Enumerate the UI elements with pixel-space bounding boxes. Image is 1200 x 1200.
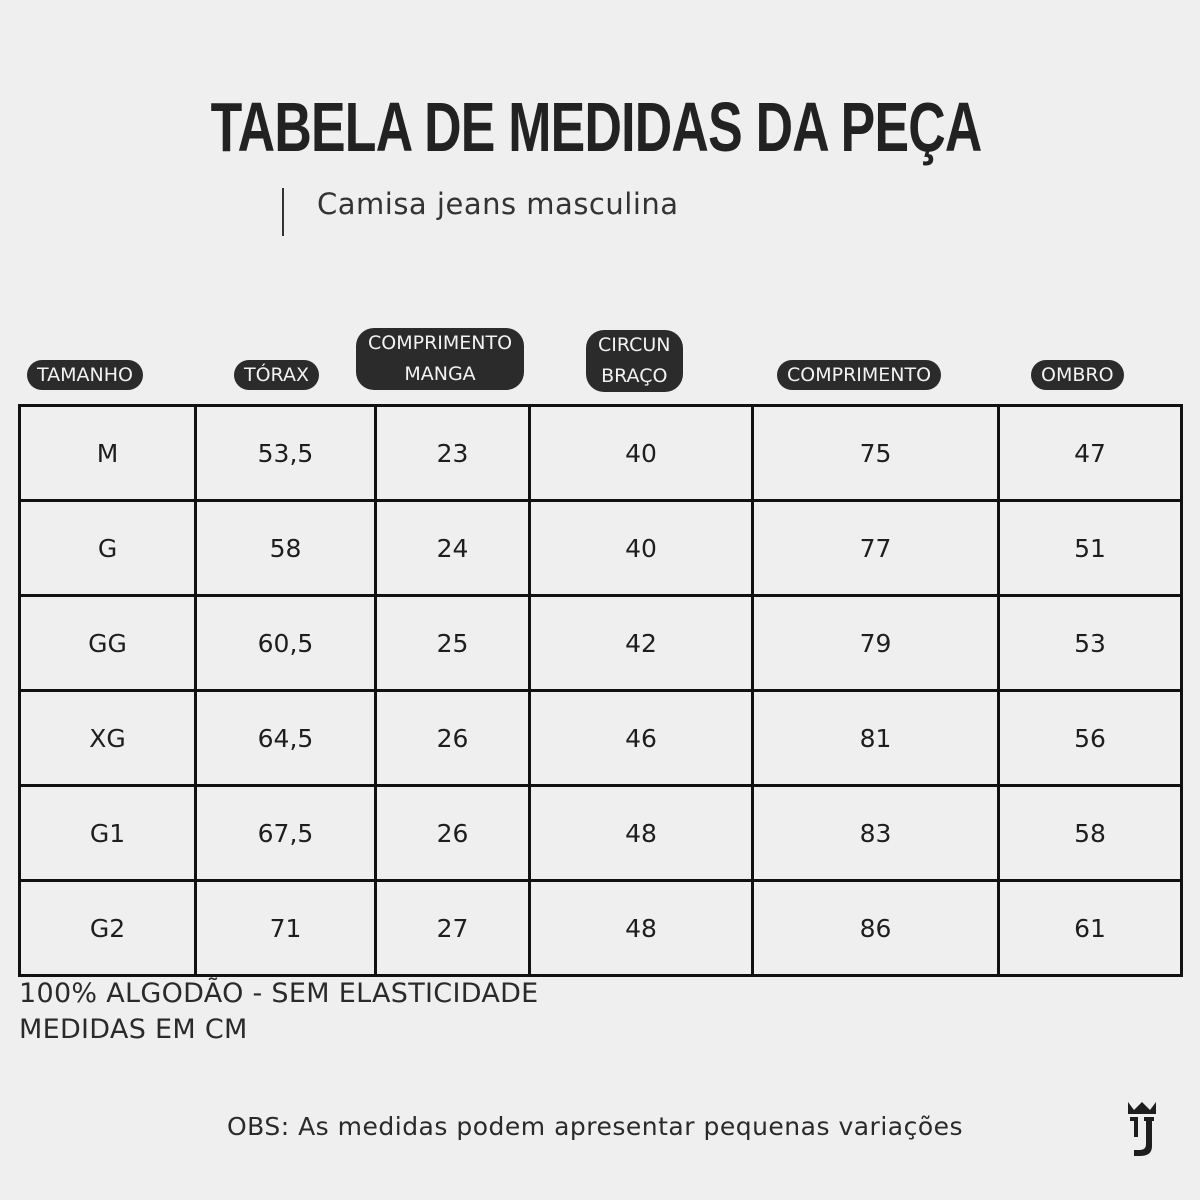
cell-ombro: 53	[999, 596, 1182, 691]
cell-ombro: 61	[999, 881, 1182, 976]
note-material: 100% ALGODÃO - SEM ELASTICIDADE	[19, 978, 539, 1009]
header-comprimento-manga	[356, 328, 524, 390]
table-row	[20, 691, 1182, 786]
header-circun-braco	[586, 330, 683, 392]
cell-ombro: 56	[999, 691, 1182, 786]
page-title: TABELA DE MEDIDAS DA PEÇA	[210, 88, 982, 166]
table-row	[20, 881, 1182, 976]
cell-circun-braco: 48	[530, 881, 753, 976]
cell-comprimento: 79	[753, 596, 999, 691]
cell-torax: 67,5	[196, 786, 376, 881]
cell-tamanho: G1	[20, 786, 196, 881]
cell-circun-braco: 40	[530, 406, 753, 501]
header-ombro: OMBRO	[1031, 360, 1124, 390]
measurements-table-wrap	[18, 404, 1180, 958]
crown-j-logo-icon	[1124, 1100, 1160, 1158]
obs-note: OBS: As medidas podem apresentar pequenas variações	[226, 1112, 964, 1141]
cell-comprimento: 81	[753, 691, 999, 786]
subtitle: Camisa jeans masculina	[317, 187, 679, 221]
table-row	[20, 786, 1182, 881]
cell-torax: 58	[196, 501, 376, 596]
cell-tamanho: GG	[20, 596, 196, 691]
cell-ombro: 47	[999, 406, 1182, 501]
cell-circun-braco: 48	[530, 786, 753, 881]
header-comprimento-manga-line1: COMPRIMENTO	[368, 332, 513, 354]
table-row	[20, 501, 1182, 596]
cell-comprimento-manga: 27	[376, 881, 530, 976]
table-body	[20, 406, 1182, 976]
cell-comprimento: 86	[753, 881, 999, 976]
header-comprimento: COMPRIMENTO	[777, 360, 941, 390]
header-circun-braco-line1: CIRCUN	[598, 334, 671, 356]
table-row	[20, 596, 1182, 691]
cell-comprimento: 77	[753, 501, 999, 596]
header-circun-braco-line2: BRAÇO	[601, 365, 668, 387]
cell-comprimento-manga: 23	[376, 406, 530, 501]
cell-comprimento-manga: 24	[376, 501, 530, 596]
cell-torax: 64,5	[196, 691, 376, 786]
cell-torax: 71	[196, 881, 376, 976]
cell-circun-braco: 42	[530, 596, 753, 691]
header-comprimento-manga-line2: MANGA	[404, 363, 476, 385]
measurements-table	[18, 404, 1183, 977]
cell-ombro: 51	[999, 501, 1182, 596]
header-tamanho: TAMANHO	[27, 360, 143, 390]
cell-tamanho: M	[20, 406, 196, 501]
cell-tamanho: G2	[20, 881, 196, 976]
subtitle-divider	[282, 188, 284, 236]
cell-torax: 60,5	[196, 596, 376, 691]
cell-comprimento: 75	[753, 406, 999, 501]
cell-comprimento: 83	[753, 786, 999, 881]
cell-comprimento-manga: 26	[376, 786, 530, 881]
cell-ombro: 58	[999, 786, 1182, 881]
cell-tamanho: XG	[20, 691, 196, 786]
notes	[19, 976, 539, 1048]
cell-torax: 53,5	[196, 406, 376, 501]
table-row	[20, 406, 1182, 501]
header-torax: TÓRAX	[234, 360, 319, 390]
cell-circun-braco: 40	[530, 501, 753, 596]
cell-tamanho: G	[20, 501, 196, 596]
cell-circun-braco: 46	[530, 691, 753, 786]
note-units: MEDIDAS EM CM	[19, 1014, 248, 1045]
cell-comprimento-manga: 25	[376, 596, 530, 691]
cell-comprimento-manga: 26	[376, 691, 530, 786]
